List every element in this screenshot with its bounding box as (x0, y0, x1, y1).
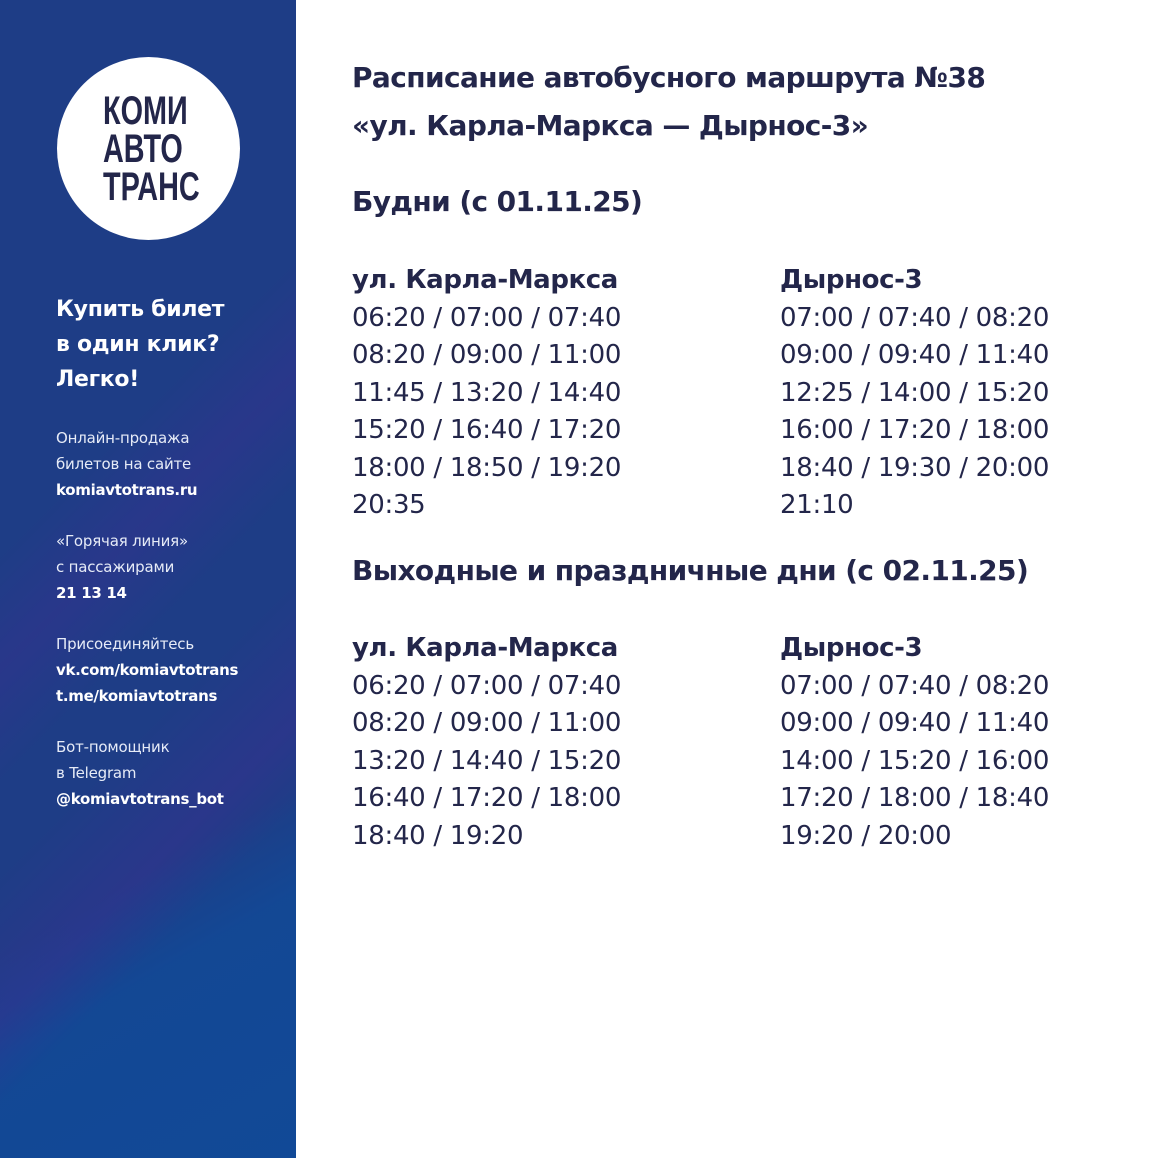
time-row: 14:00 / 15:20 / 16:00 (780, 745, 1050, 776)
time-row: 13:20 / 14:40 / 15:20 (352, 745, 622, 776)
telegram-link[interactable]: t.me/komiavtotrans (56, 687, 218, 705)
online-sales-text: билетов на сайте (56, 455, 192, 473)
weekdays-dyrnos-column (780, 262, 1158, 525)
time-row: 16:40 / 17:20 / 18:00 (352, 783, 622, 813)
weekends-dyrnos-column (780, 630, 1158, 855)
online-sales-block (56, 425, 291, 503)
weekdays-karla-marksa-column (352, 262, 752, 525)
title-line: «ул. Карла-Маркса — Дырнос-3» (352, 109, 869, 142)
promo-line: Легко! (56, 367, 139, 392)
time-row: 09:00 / 09:40 / 11:40 (780, 340, 1050, 370)
logo-line-komi: КОМИ (103, 88, 188, 133)
social-block (56, 631, 291, 709)
time-row: 11:45 / 13:20 / 14:40 (352, 377, 622, 408)
website-link[interactable]: komiavtotrans.ru (56, 481, 198, 499)
time-row: 18:40 / 19:20 (352, 820, 524, 851)
time-row: 08:20 / 09:00 / 11:00 (352, 340, 622, 370)
logo-line-trans: ТРАНС (103, 164, 200, 209)
stop-name: ул. Карла-Маркса (352, 633, 618, 663)
social-label: Присоединяйтесь (56, 635, 194, 653)
time-row: 08:20 / 09:00 / 11:00 (352, 708, 622, 738)
weekends-title: Выходные и праздничные дни (с 02.11.25) (352, 554, 1029, 587)
logo-line-avto: АВТО (103, 126, 183, 171)
time-row: 20:35 (352, 490, 426, 520)
time-row: 12:25 / 14:00 / 15:20 (780, 377, 1050, 408)
time-row: 09:00 / 09:40 / 11:40 (780, 708, 1050, 738)
weekdays-title: Будни (с 01.11.25) (352, 185, 643, 218)
sidebar (0, 0, 296, 1158)
bot-text: в Telegram (56, 764, 137, 782)
promo-line: Купить билет (56, 297, 225, 322)
bot-text: Бот-помощник (56, 738, 170, 756)
weekends-karla-marksa-column (352, 630, 752, 855)
promo-line: в один клик? (56, 332, 220, 357)
hotline-text: «Горячая линия» (56, 532, 188, 550)
online-sales-text: Онлайн-продажа (56, 429, 190, 447)
time-row: 19:20 / 20:00 (780, 820, 952, 851)
telegram-bot-handle[interactable]: @komiavtotrans_bot (56, 790, 224, 808)
stop-name: Дырнос-3 (780, 265, 923, 295)
komiavtotrans-logo (57, 57, 240, 240)
promo-headline (56, 292, 286, 397)
time-row: 06:20 / 07:00 / 07:40 (352, 302, 622, 333)
hotline-block (56, 528, 291, 606)
time-row: 15:20 / 16:40 / 17:20 (352, 415, 622, 445)
hotline-text: с пассажирами (56, 558, 175, 576)
stop-name: ул. Карла-Маркса (352, 265, 618, 295)
time-row: 17:20 / 18:00 / 18:40 (780, 783, 1050, 813)
time-row: 18:00 / 18:50 / 19:20 (352, 452, 622, 483)
time-row: 07:00 / 07:40 / 08:20 (780, 302, 1050, 333)
time-row: 06:20 / 07:00 / 07:40 (352, 670, 622, 701)
time-row: 07:00 / 07:40 / 08:20 (780, 670, 1050, 701)
vk-link[interactable]: vk.com/komiavtotrans (56, 661, 239, 679)
title-line: Расписание автобусного маршрута №38 (352, 61, 986, 94)
bot-block (56, 734, 291, 812)
time-row: 16:00 / 17:20 / 18:00 (780, 415, 1050, 445)
time-row: 21:10 (780, 490, 854, 520)
stop-name: Дырнос-3 (780, 633, 923, 663)
time-row: 18:40 / 19:30 / 20:00 (780, 452, 1050, 483)
hotline-phone[interactable]: 21 13 14 (56, 584, 127, 602)
page-title (352, 54, 1112, 150)
